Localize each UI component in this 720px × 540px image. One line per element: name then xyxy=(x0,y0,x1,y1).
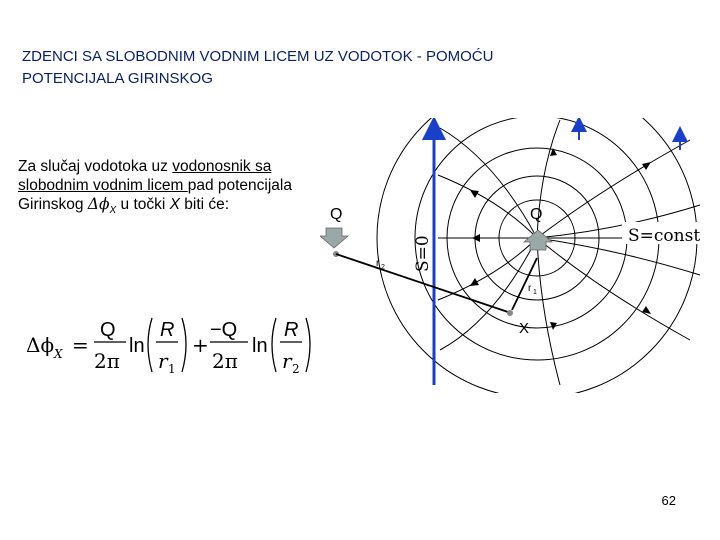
r1-sub: 1 xyxy=(168,362,176,376)
flow-arrow-icon xyxy=(642,162,651,170)
page-number: 62 xyxy=(661,493,676,508)
paren-2-left xyxy=(272,318,276,372)
text-symbol: Δϕ xyxy=(87,195,110,213)
label-s-const: S=const xyxy=(628,226,701,246)
frac1-den: 2π xyxy=(94,349,120,373)
ln-1: ln xyxy=(129,335,145,357)
flow-arrow-icon xyxy=(470,278,479,286)
text-symbol-sub: X xyxy=(109,205,117,217)
text-part-4: biti će: xyxy=(179,196,230,213)
frac2-num: −Q xyxy=(210,319,238,341)
text-part-3: u točki xyxy=(116,196,170,213)
r1-den: r xyxy=(158,349,168,373)
flow-arrow-icon xyxy=(472,234,480,242)
label-s-zero: S=0 xyxy=(413,235,433,272)
r2-sub: 2 xyxy=(292,362,300,376)
image-well-arrow-icon xyxy=(320,228,348,248)
text-part-1: Za slučaj vodotoka uz xyxy=(18,158,173,175)
label-r1-sub: 1 xyxy=(533,289,537,296)
title-line-1: ZDENCI SA SLOBODNIM VODNIM LICEM UZ VODOTOK - POMOĆU xyxy=(22,48,494,65)
point-x-icon xyxy=(507,310,513,316)
formula-lhs: Δϕ xyxy=(26,333,55,357)
girinsky-formula xyxy=(26,306,326,386)
r2-den: r xyxy=(282,349,292,373)
paren-2-right xyxy=(306,318,310,372)
label-x: X xyxy=(519,320,530,337)
text-underlined: vodonosnik sa slobodnim vodnim licem xyxy=(18,158,272,194)
frac2-den: 2π xyxy=(212,349,238,373)
label-r2: r xyxy=(376,258,380,269)
paren-1-left xyxy=(148,318,152,372)
slide-title xyxy=(22,46,662,90)
stream-line xyxy=(537,238,560,385)
explanation-text xyxy=(18,158,318,221)
flow-net-diagram xyxy=(320,118,710,393)
frac1-num: Q xyxy=(100,319,116,341)
label-r1: r xyxy=(528,283,532,294)
r1-line xyxy=(512,258,537,310)
label-r2-sub: 2 xyxy=(381,264,385,271)
formula-equals: = xyxy=(72,333,89,357)
title-line-2: POTENCIJALA GIRINSKOG xyxy=(22,70,213,87)
paren-1-right xyxy=(182,318,186,372)
stream-lines xyxy=(438,120,700,385)
label-q-right: Q xyxy=(530,206,543,223)
text-point: X xyxy=(169,196,180,213)
formula-plus: + xyxy=(192,333,209,357)
text-part-2: pad potencijala Girinskog xyxy=(18,176,292,213)
formula-lhs-sub: X xyxy=(54,347,63,361)
ln-2: ln xyxy=(252,335,268,357)
r-num-2: R xyxy=(284,319,299,341)
stream-line xyxy=(440,128,537,238)
r-num-1: R xyxy=(160,319,175,341)
label-q-left: Q xyxy=(330,206,343,223)
